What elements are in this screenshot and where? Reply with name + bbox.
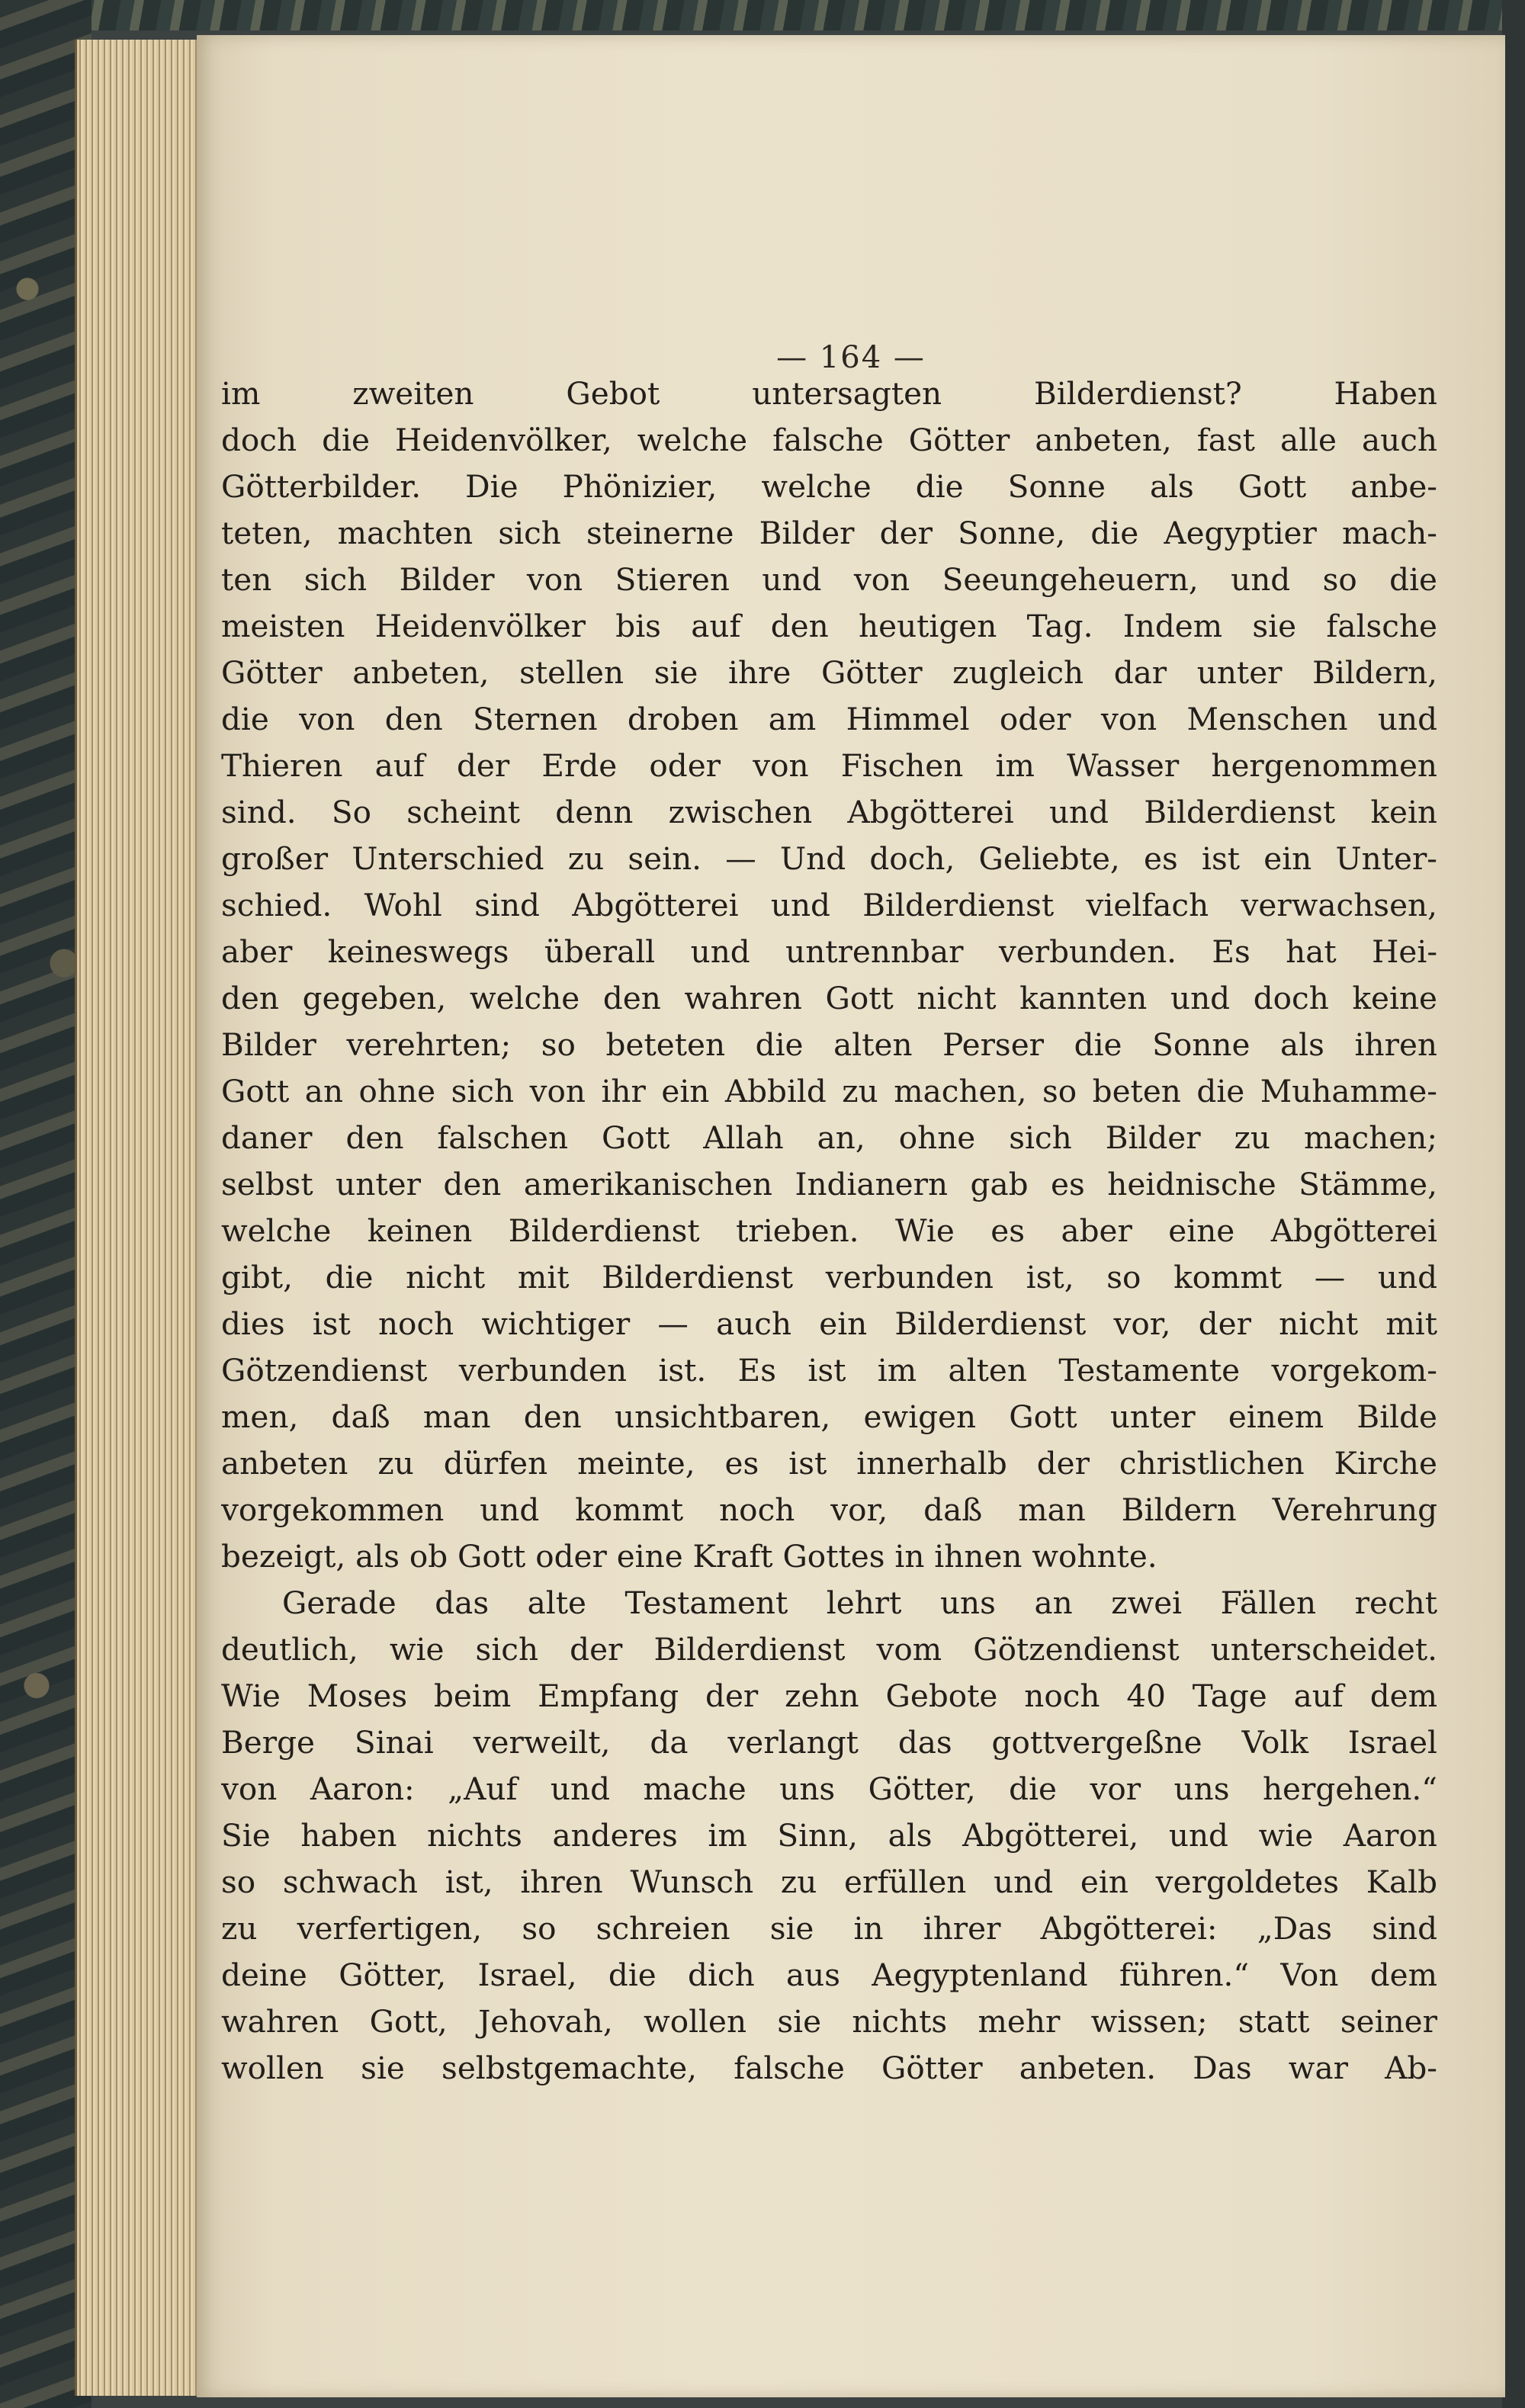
text-line: sind. So scheint denn zwischen Abgötterei und Bilderdienst kein [221,794,1437,830]
text-line: großer Unterschied zu sein. — Und doch, Geliebte, es ist ein Unter- [221,840,1437,877]
text-line: von Aaron: „Auf und mache uns Götter, die vor uns hergehen.“ [221,1771,1437,1807]
text-line: welche keinen Bilderdienst trieben. Wie es aber eine Abgötterei [221,1212,1437,1249]
text-line: wollen sie selbstgemachte, falsche Götter anbeten. Das war Ab- [221,2050,1437,2086]
text-line: Götzendienst verbunden ist. Es ist im alten Testamente vorgekom- [221,1352,1437,1389]
body-text [221,371,1437,2092]
text-line: den gegeben, welche den wahren Gott nicht kannten und doch keine [221,980,1437,1016]
text-line: vorgekommen und kommt noch vor, daß man Bildern Verehrung [221,1491,1437,1528]
book-cover-top [0,0,1525,31]
text-line: bezeigt, als ob Gott oder eine Kraft Gottes in ihnen wohnte. [221,1538,1157,1575]
text-line: die von den Sternen droben am Himmel oder von Menschen und [221,701,1437,737]
text-line: Thieren auf der Erde oder von Fischen im Wasser hergenommen [221,747,1437,784]
text-line: Wie Moses beim Empfang der zehn Gebote noch 40 Tage auf dem [221,1678,1437,1714]
text-line: Sie haben nichts anderes im Sinn, als Abgötterei, und wie Aaron [221,1817,1437,1854]
text-line: zu verfertigen, so schreien sie in ihrer Abgötterei: „Das sind [221,1910,1437,1947]
text-line: ten sich Bilder von Stieren und von Seeungeheuern, und so die [221,561,1437,598]
text-line: meisten Heidenvölker bis auf den heutigen Tag. Indem sie falsche [221,608,1437,644]
text-line: Gerade das alte Testament lehrt uns an zwei Fällen recht [282,1584,1437,1621]
text-line: deutlich, wie sich der Bilderdienst vom Götzendienst unterscheidet. [221,1631,1437,1668]
text-line: men, daß man den unsichtbaren, ewigen Gott unter einem Bilde [221,1398,1437,1435]
text-line: schied. Wohl sind Abgötterei und Bilderdienst vielfach verwachsen, [221,887,1437,923]
text-line: Berge Sinai verweilt, da verlangt das gottvergeßne Volk Israel [221,1724,1437,1761]
text-line: Gott an ohne sich von ihr ein Abbild zu machen, so beten die Muhamme- [221,1073,1437,1109]
text-line: Götterbilder. Die Phönizier, welche die Sonne als Gott anbe- [221,468,1437,505]
book-cover-right-edge [1502,0,1525,2408]
text-line: anbeten zu dürfen meinte, es ist innerhalb der christlichen Kirche [221,1445,1437,1482]
text-line: daner den falschen Gott Allah an, ohne sich Bilder zu machen; [221,1119,1437,1156]
text-line: Götter anbeten, stellen sie ihre Götter zugleich dar unter Bildern, [221,654,1437,691]
text-line: aber keineswegs überall und untrennbar verbunden. Es hat Hei- [221,933,1437,970]
text-line: teten, machten sich steinerne Bilder der Sonne, die Aegyptier mach- [221,515,1437,551]
text-line: doch die Heidenvölker, welche falsche Götter anbeten, fast alle auch [221,422,1437,458]
text-line: im zweiten Gebot untersagten Bilderdienst? Haben [221,375,1437,412]
text-line: Bilder verehrten; so beteten die alten Perser die Sonne als ihren [221,1026,1437,1063]
text-line: gibt, die nicht mit Bilderdienst verbunden ist, so kommt — und [221,1259,1437,1296]
page-block-edge [75,40,207,2396]
page-number: — 164 — [776,340,926,375]
text-line: deine Götter, Israel, die dich aus Aegyptenland führen.“ Von dem [221,1957,1437,1993]
text-line: dies ist noch wichtiger — auch ein Bilderdienst vor, der nicht mit [221,1305,1437,1342]
text-line: wahren Gott, Jehovah, wollen sie nichts mehr wissen; statt seiner [221,2003,1437,2040]
text-line: so schwach ist, ihren Wunsch zu erfüllen und ein vergoldetes Kalb [221,1864,1437,1900]
text-line: selbst unter den amerikanischen Indianern gab es heidnische Stämme, [221,1166,1437,1202]
